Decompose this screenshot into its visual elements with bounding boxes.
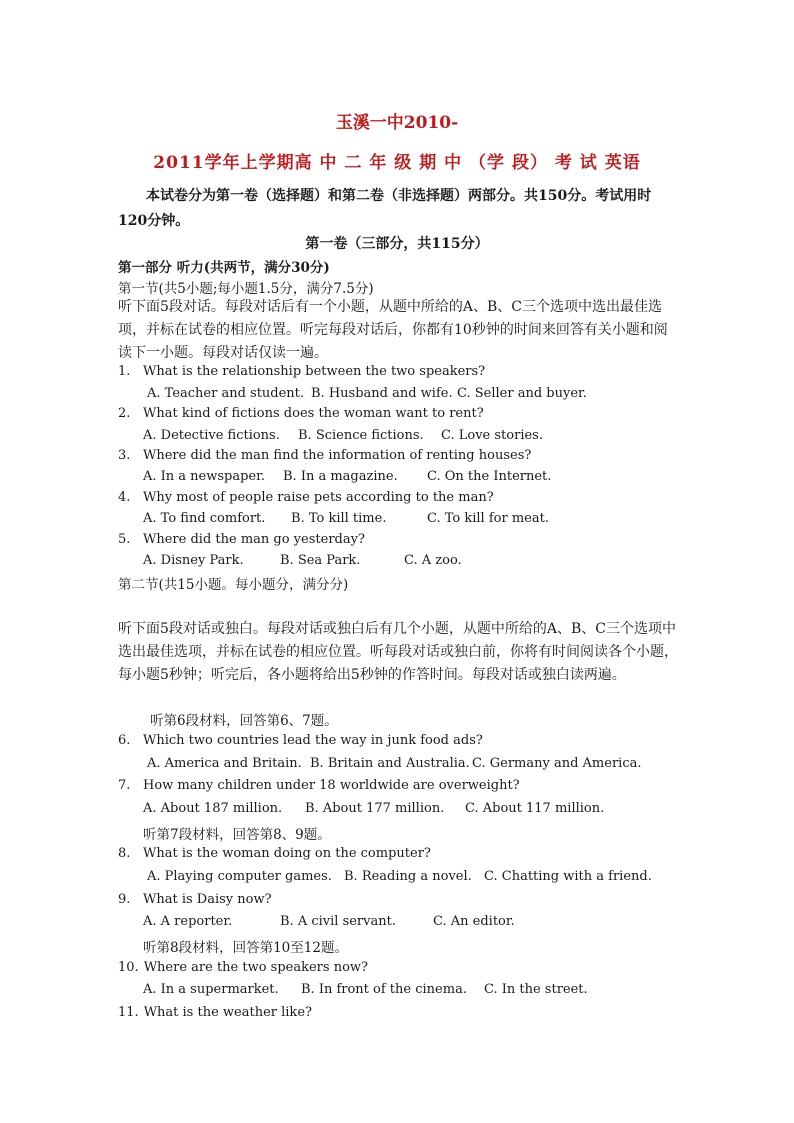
question-6 <box>118 733 483 748</box>
question-number: 11. <box>118 1005 139 1020</box>
material-note-8-9: 听第7段材料，回答第8、9题。 <box>143 827 331 843</box>
option-b: B. Reading a novel. <box>344 869 472 884</box>
option-b: B. Husband and wife. <box>311 386 453 401</box>
option-c: C. An editor. <box>433 914 515 929</box>
section2-directions: 听下面5段对话或独白。每段对话或独白后有几个小题，从题中所给的A、B、C三个选项中选出最佳选项，并标在试卷的相应位置。听每段对话或独白前，你将有时间阅读各个小题，每小题5秒钟；听完后，各小题将给出5秒钟的作答时间。每段对话或独白读两遍。 <box>118 621 678 683</box>
question-4-options <box>143 511 549 526</box>
question-text: What is the relationship between the two speakers? <box>143 364 486 379</box>
question-text: Why most of people raise pets according to the man? <box>143 490 494 505</box>
option-c: C. To kill for meat. <box>427 511 549 526</box>
option-a: A. About 187 million. <box>143 801 283 816</box>
option-a: A. Teacher and student. <box>147 386 305 401</box>
question-text: What is the weather like? <box>143 1005 312 1020</box>
question-number: 7. <box>118 778 131 793</box>
volume1-heading: 第一卷（三部分，共115分） <box>305 236 489 252</box>
question-1 <box>118 364 485 379</box>
option-b: B. Britain and Australia. <box>310 756 470 771</box>
option-a: A. Playing computer games. <box>147 869 332 884</box>
exam-intro: 本试卷分为第一卷（选择题）和第二卷（非选择题）两部分。共150分。考试用时120分钟。 <box>118 188 652 229</box>
question-text: Which two countries lead the way in junk food ads? <box>143 733 483 748</box>
option-c: C. Seller and buyer. <box>457 386 587 401</box>
question-number: 2. <box>118 406 131 421</box>
option-a: A. In a supermarket. <box>143 982 279 997</box>
question-11 <box>118 1005 312 1020</box>
option-b: B. Science fictions. <box>298 428 424 443</box>
exam-title-line2: 2011学年上学期高 中 二 年 级 期 中 （学 段） 考 试 英语 <box>153 153 641 173</box>
section2-heading: 第二节(共15小题。每小题分，满分分) <box>118 577 349 593</box>
question-5 <box>118 532 365 547</box>
question-number: 10. <box>118 960 139 975</box>
question-1-options <box>147 386 587 401</box>
question-10 <box>118 960 368 975</box>
question-number: 3. <box>118 448 131 463</box>
option-a: A. Detective fictions. <box>143 428 280 443</box>
question-number: 4. <box>118 490 131 505</box>
option-b: B. About 177 million. <box>305 801 445 816</box>
question-8-options <box>147 869 652 884</box>
question-3-options <box>143 469 551 484</box>
option-c: C. On the Internet. <box>427 469 552 484</box>
question-9-options <box>143 914 515 929</box>
option-a: A. America and Britain. <box>147 756 302 771</box>
question-text: Where are the two speakers now? <box>143 960 369 975</box>
question-5-options <box>143 553 462 568</box>
option-b: B. In front of the cinema. <box>301 982 467 997</box>
question-9 <box>118 892 272 907</box>
option-c: C. Love stories. <box>441 428 543 443</box>
material-note-10-12: 听第8段材料，回答第10至12题。 <box>143 940 348 956</box>
question-10-options <box>143 982 588 997</box>
question-number: 6. <box>118 733 131 748</box>
question-text: What kind of fictions does the woman want to rent? <box>143 406 484 421</box>
option-a: A. To find comfort. <box>143 511 266 526</box>
part1-heading: 第一部分 听力(共两节，满分30分) <box>118 260 330 276</box>
question-number: 8. <box>118 846 131 861</box>
material-note-6-7: 听第6段材料，回答第6、7题。 <box>150 713 338 729</box>
option-b: B. Sea Park. <box>280 553 361 568</box>
option-b: B. To kill time. <box>291 511 387 526</box>
question-text: How many children under 18 worldwide are overweight? <box>143 778 520 793</box>
question-3 <box>118 448 531 463</box>
question-2-options <box>143 428 543 443</box>
question-2 <box>118 406 484 421</box>
option-c: C. In the street. <box>484 982 588 997</box>
option-c: C. A zoo. <box>404 553 462 568</box>
question-7 <box>118 778 520 793</box>
question-text: Where did the man find the information of renting houses? <box>143 448 532 463</box>
option-c: C. About 117 million. <box>465 801 605 816</box>
question-text: Where did the man go yesterday? <box>143 532 365 547</box>
question-4 <box>118 490 494 505</box>
question-text: What is the woman doing on the computer? <box>143 846 431 861</box>
question-6-options <box>147 756 642 771</box>
option-a: A. In a newspaper. <box>143 469 266 484</box>
option-a: A. Disney Park. <box>143 553 244 568</box>
option-c: C. Chatting with a friend. <box>484 869 652 884</box>
question-number: 5. <box>118 532 131 547</box>
option-b: B. In a magazine. <box>283 469 398 484</box>
question-8 <box>118 846 431 861</box>
exam-title-line1: 玉溪一中2010- <box>335 113 459 133</box>
question-number: 1. <box>118 364 131 379</box>
question-text: What is Daisy now? <box>143 892 272 907</box>
question-number: 9. <box>118 892 131 907</box>
option-a: A. A reporter. <box>143 914 233 929</box>
option-c: C. Germany and America. <box>472 756 642 771</box>
section1-heading: 第一节(共5小题;每小题1.5分，满分7.5分) <box>118 281 374 297</box>
question-7-options <box>143 801 604 816</box>
section1-directions: 听下面5段对话。每段对话后有一个小题，从题中所给的A、B、C三个选项中选出最佳选项，并标在试卷的相应位置。听完每段对话后，你都有10秒钟的时间来回答有关小题和阅读下一小题。每段对话仅读一遍。 <box>118 299 668 361</box>
option-b: B. A civil servant. <box>280 914 396 929</box>
